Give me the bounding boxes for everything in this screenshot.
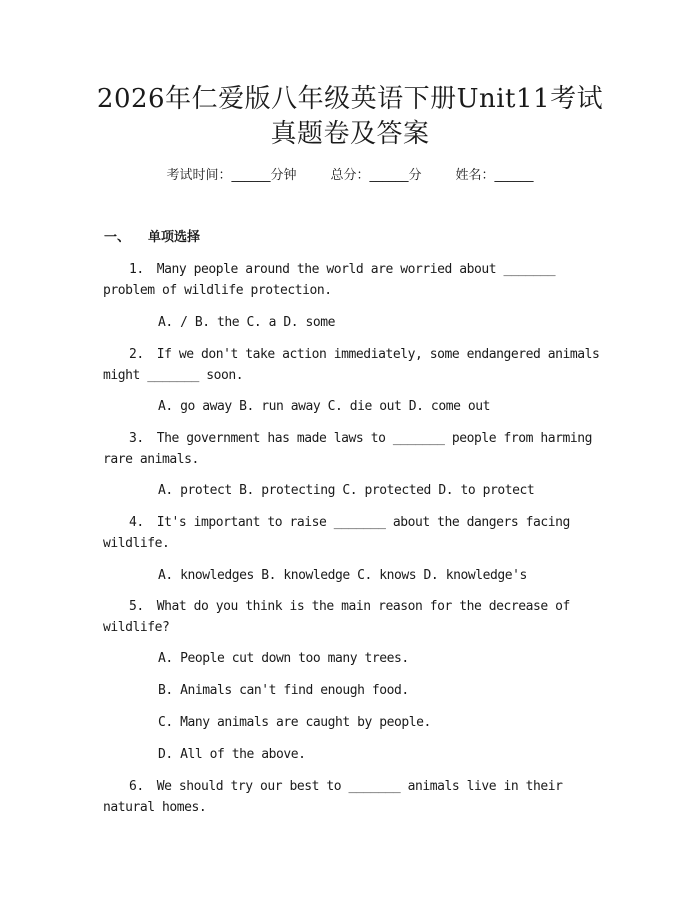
question-3 <box>103 428 603 470</box>
question-5-option-a: A. People cut down too many trees. <box>158 651 409 666</box>
exam-time-field: 考试时间：______分钟 <box>166 168 297 183</box>
question-number: 1. <box>129 262 144 277</box>
section-number: 一、 <box>104 230 131 245</box>
question-5-option-b: B. Animals can't find enough food. <box>158 683 409 698</box>
question-number: 4. <box>129 515 144 530</box>
question-5-option-c: C. Many animals are caught by people. <box>158 715 431 730</box>
question-text: The government has made laws to _______ people from harming rare animals. <box>103 431 592 467</box>
question-number: 2. <box>129 347 144 362</box>
question-1-options: A. / B. the C. a D. some <box>158 315 336 330</box>
question-1 <box>103 259 603 301</box>
question-text: We should try our best to _______ animals live in their natural homes. <box>103 779 563 815</box>
question-2 <box>103 344 603 386</box>
question-number: 3. <box>129 431 144 446</box>
question-3-options: A. protect B. protecting C. protected D. to protect <box>158 483 535 498</box>
exam-score-field: 总分：______分 <box>330 168 422 183</box>
question-4 <box>103 512 603 554</box>
question-4-options: A. knowledges B. knowledge C. knows D. knowledge's <box>158 568 527 583</box>
question-6 <box>103 776 603 818</box>
exam-title-line1: 2026年仁爱版八年级英语下册Unit11考试 <box>96 84 604 114</box>
question-number: 6. <box>129 779 144 794</box>
student-name-field: 姓名：______ <box>455 168 534 183</box>
section-heading <box>104 228 200 248</box>
question-text: What do you think is the main reason for the decrease of wildlife? <box>103 599 570 635</box>
question-5-option-d: D. All of the above. <box>158 747 306 762</box>
exam-meta <box>0 166 700 186</box>
question-text: It's important to raise _______ about the dangers facing wildlife. <box>103 515 570 551</box>
question-2-options: A. go away B. run away C. die out D. come out <box>158 399 490 414</box>
exam-title-line2: 真题卷及答案 <box>270 119 430 149</box>
question-text: Many people around the world are worried about _______ problem of wildlife protection. <box>103 262 556 298</box>
question-text: If we don't take action immediately, some endangered animals might _______ soon. <box>103 347 600 383</box>
question-number: 5. <box>129 599 144 614</box>
section-title: 单项选择 <box>148 230 201 245</box>
question-5 <box>103 596 603 638</box>
